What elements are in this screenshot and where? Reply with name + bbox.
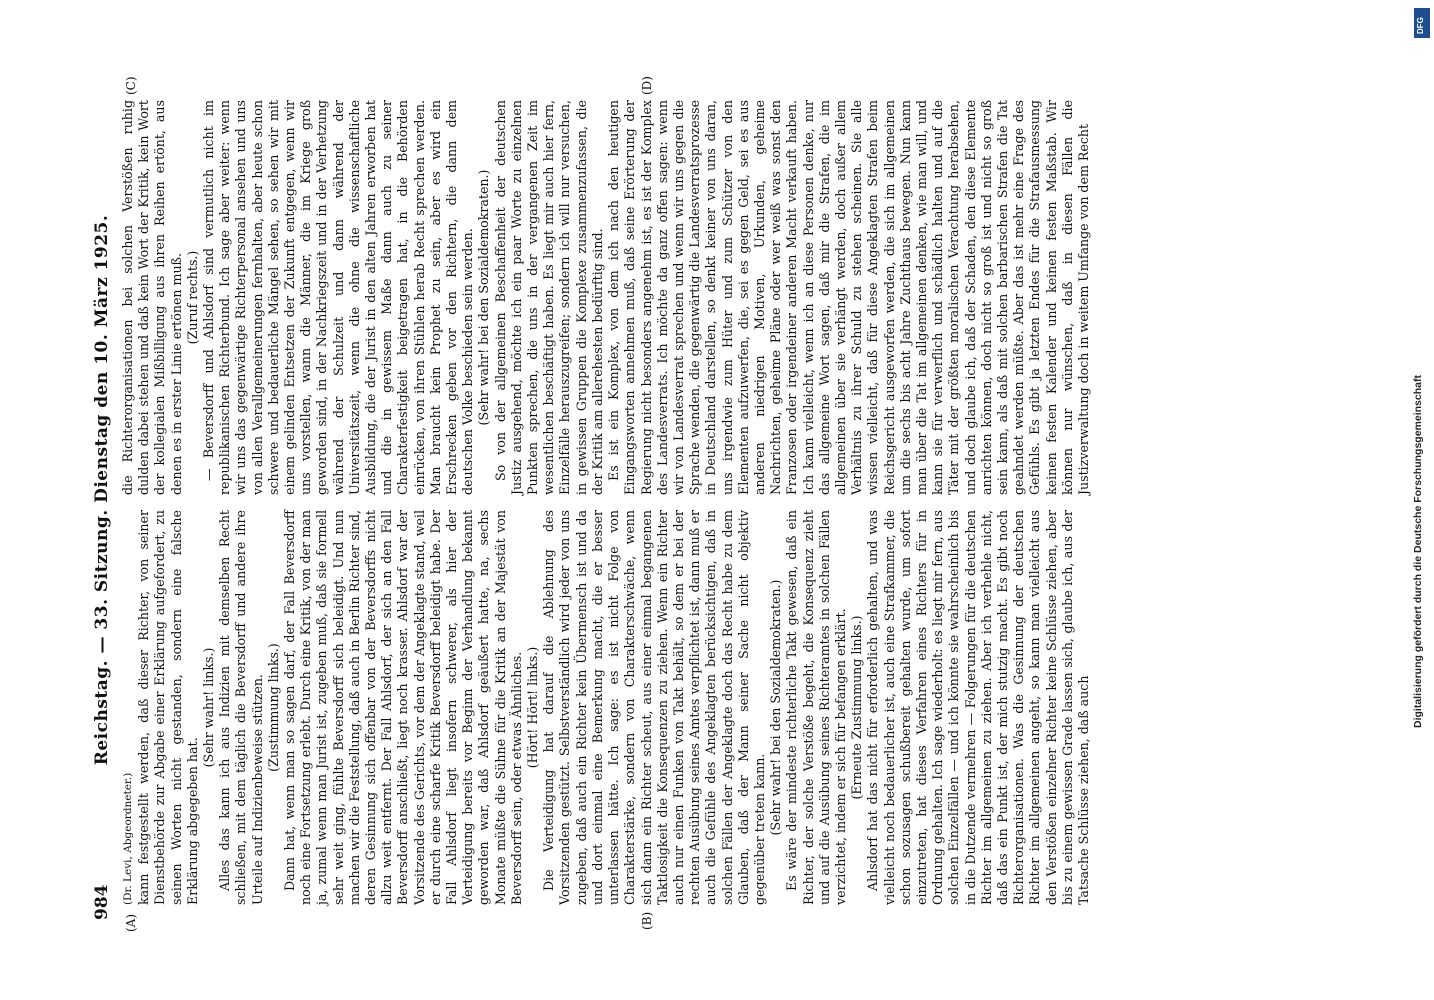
dfg-logo-icon	[1414, 8, 1430, 38]
paragraph: — Beversdorff und Ahlsdorf sind vermutlich nicht im republikanischen Richterbund. Ich sage aber weiter: wenn wir uns das gegenwärtige Richterpersonal ansehen und uns von allen Verallgemeinerungen fernhalten, aber heute schon schwere und bedauerliche Mängel sehen, so sehen wir mit einem gelinden Entsetzen der Zukunft entgegen, wenn wir uns vorstellen, wann die Männer, die im Kriege groß geworden sind, in der Nachkriegszeit und in der Verhetzung während der Schulzeit und dann während der Universitätszeit, wenn die ohne die wissenschaftliche Ausbildung, die der Jurist in den alten Jahren erworben hat und die in gewissem Maße dann auch zu seiner Charakterfestigkeit beigetragen hat, in die Behörden einrücken, von ihren Stühlen herab Recht sprechen werden. Man braucht kein Prophet zu sein, aber es wird ein Erschrecken geben vor den Richtern, die dann dem deutschen Volke beschieden sein werden.	[201, 100, 476, 495]
speaker-line: (Dr. Levi, Abgeordneter.)	[122, 772, 134, 905]
margin-marker-d: (D)	[640, 76, 654, 95]
interjection: (Hört! Hört! links.)	[525, 646, 541, 769]
page-header	[88, 60, 118, 920]
paragraph: So von der allgemeinen Beschaffenheit der deutschen Justiz ausgehend, möchte ich ein paar Worte zu einzelnen Punkten sprechen, die uns in der vergangenen Zeit im wesentlichen beschäftigt haben. Es liegt mir auch hier fern, Einzelfälle herauszugreifen; sondern ich will nur versuchen, in gewissen Gruppen die Komplexe zusammenzufassen, die der Kritik am allerehesten bedürftig sind.	[492, 100, 605, 495]
interjection: (Sehr wahr! bei den Sozialdemokraten.)	[476, 169, 492, 426]
page-number: 984	[92, 884, 112, 920]
margin-marker-b: (B)	[640, 911, 654, 930]
margin-marker-c: (C)	[124, 76, 138, 95]
interjection: (Erneute Zustimmung links.)	[849, 615, 865, 800]
paragraph: Ahlsdorf hat das nicht für erforderlich gehalten, und was vielleicht noch bedauerlicher ist, auch eine Strafkammer, die schon sozusagen schußbereit gehalten wurde, um sofort einzutreten, hat dieses Verfahren eines Richters für in Ordnung gehalten. Ich sage wiederholt: es liegt mir fern, aus solchen Einzelfällen — und ich könnte sie wahrscheinlich bis in die Dutzende vermehren — Folgerungen für die deutschen Richter im allgemeinen zu ziehen. Aber ich verhehle nicht, daß das ein Punkt ist, der mich stutzig macht. Es gibt noch Richterorganisationen. Was die Gesinnung der deutschen Richter im allgemeinen angeht, so kann man vielleicht aus den Verstößen einzelner Richter keine Schlüsse ziehen, aber bis zu einem gewissen Grade lassen sich, glaube ich, aus der Tatsache Schlüsse ziehen, daß auch	[865, 510, 1091, 905]
paragraph: Dann hat, wenn man so sagen darf, der Fall Beversdorff noch eine Fortsetzung erlebt. Durch eine Kritik, von der man ja, zumal wenn man Jurist ist, zugeben muß, daß sie formell sehr weit ging, fühlte Beversdorff sich beleidigt. Und nun machen wir die Feststellung, daß auch in Berlin Richter sind, deren Gesinnung sich offenbar von der Beversdorffs nicht allzu weit entfernt. Der Fall Ahlsdorf, der sich an den Fall Beversdorff anschließt, liegt noch krasser. Ahlsdorf war der Vorsitzende des Gerichts, vor dem der Angeklagte stand, weil er durch eine scharfe Kritik Beversdorff beleidigt habe. Der Fall Ahlsdorf liegt insofern schwerer, als hier der Verteidigung bereits vor Beginn der Verhandlung bekannt geworden war, daß Ahlsdorf geäußert hatte, na, sechs Monate müßte die Sühne für die Kritik an der Majestät von Beversdorff sein, oder etwas Ähnliches.	[282, 510, 524, 905]
paragraph: Es ist ein Komplex, von dem ich nach den heutigen Eingangsworten annehmen muß, daß seine Erörterung der Regierung nicht besonders angenehm ist, es ist der Komplex des Landesverrats. Ich möchte da ganz offen sagen: wenn wir von Landesverrat sprechen und wenn wir uns gegen die Sprache wenden, die gegenwärtig die Landesverratsprozesse in Deutschland darstellen, so denkt keiner von uns daran, uns irgendwie zum Hüter und zum Schützer von den Elementen aufzuwerfen, die, sei es gegen Geld, sei es aus anderen niedrigen Motiven, Urkunden, geheime Nachrichten, geheime Pläne oder wer weiß was sonst den Franzosen oder irgendeiner anderen Macht verkauft haben. Ich kann vielleicht, wenn ich an diese Personen denke, nur das allgemeine Wort sagen, daß mir die Strafen, die im allgemeinen über sie verhängt werden, doch außer allem Verhältnis zu ihrer Schuld zu stehen scheinen. Sie alle wissen vielleicht, daß für diese Angeklagten Strafen beim Reichsgericht ausgeworfen werden, die sich im allgemeinen um die sechs bis acht Jahre Zuchthaus bewegen. Nun kann man über die Tat im allgemeinen denken, wie man will, und kann sie für verwerflich und schädlich halten und auf die Täter mit der größten moralischen Verachtung herabsehen, und doch glaube ich, daß der Schaden, den diese Elemente anrichten können, doch nicht so groß ist und nicht so groß sein kann, als daß mit solchen barbarischen Strafen die Tat geahndet werden müßte. Aber das ist mehr eine Frage des Gefühls. Es gibt ja letzten Endes für die Strafausmessung keinen festen Kalender und keinen festen Maßstab. Wir können nur wünschen, daß in diesen Fällen die Justizverwaltung doch in weitem Umfange von dem Recht	[606, 100, 1091, 495]
paragraph: Die Verteidigung hat darauf die Ablehnung des Vorsitzenden gestützt. Selbstverständlich wird jeder von uns zugeben, daß auch ein Richter kein Übermensch ist und da und dort einmal eine Bemerkung macht, die er besser unterlassen hätte. Ich sage: es ist nicht Folge von Charakterstärke, sondern von Charakterschwäche, wenn sich dann ein Richter scheut, aus einer einmal begangenen Taktlosigkeit die Konsequenzen zu ziehen. Wenn ein Richter auch nur einen Funken von Takt behält, so dem er bei der rechten Ausübung seines Amtes verpflichtet ist, dann muß er auch die Gefühle des Angeklagten berücksichtigen, daß in solchen Fällen der Angeklagte doch das Recht habe zu dem Glauben, daß der Mann seiner Sache nicht objektiv gegenüber treten kann.	[541, 510, 767, 905]
paragraph: Alles das kann ich aus Indizien mit demselben Recht schließen, mit dem täglich die Beversdorff und andere ihre Urteile auf Indizienbeweise stützen.	[217, 510, 265, 905]
margin-marker-a: (A)	[124, 913, 138, 932]
paragraph: die Richterorganisationen bei solchen Verstößen ruhig dulden dabei stehen und daß kein Wort der Kritik, kein Wort der kollegialen Mißbilligung aus ihren Reihen ertönt, aus denen es in erster Linie ertönen muß.	[120, 100, 184, 495]
left-text-column	[120, 510, 1091, 905]
right-text-column	[120, 100, 1091, 495]
paragraph: kann festgestellt werden, daß dieser Richter, von seiner Dienstbehörde zur Abgabe einer Erklärung aufgefordert, zu seinen Worten nicht gestanden, sondern eine falsche Erklärung abgegeben hat.	[136, 510, 200, 905]
interjection: (Zustimmung links.)	[265, 643, 281, 772]
running-title: Reichstag. — 33. Sitzung. Dienstag den 10. März 1925.	[92, 214, 112, 766]
paragraph: Es wäre der mindeste richterliche Takt gewesen, daß ein Richter, der solche Verstöße begeht, die Konsequenz zieht und auf die Ausübung seines Richteramtes in solchen Fällen verzichtet, indem er sich für befangen erklärt.	[784, 510, 848, 905]
interjection: (Sehr wahr! links.)	[201, 647, 217, 768]
logo-text: DFG	[1416, 17, 1425, 34]
credit-text: Digitalisierung gefördert durch die Deutsche Forschungsgemeinschaft	[1412, 375, 1424, 728]
interjection: (Sehr wahr! bei den Sozialdemokraten.)	[768, 579, 784, 836]
digitization-credit	[1412, 8, 1430, 728]
interjection: (Zuruf rechts.)	[184, 250, 200, 345]
